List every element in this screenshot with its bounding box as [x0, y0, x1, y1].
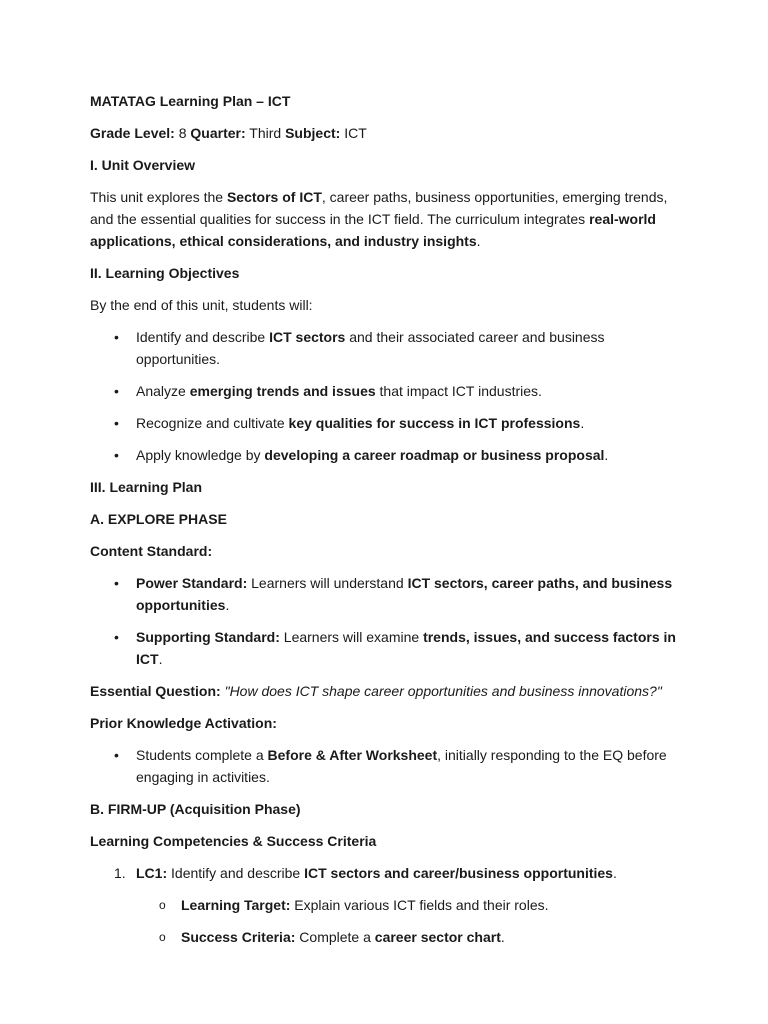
explore-phase-heading: A. EXPLORE PHASE	[90, 511, 227, 527]
quarter-label: Quarter:	[190, 125, 246, 141]
list-item: • Analyze emerging trends and issues that impact ICT industries.	[90, 380, 690, 402]
competencies-heading: Learning Competencies & Success Criteria	[90, 833, 377, 849]
content-standard-heading: Content Standard:	[90, 543, 213, 559]
unit-overview-paragraph: This unit explores the Sectors of ICT, career paths, business opportunities, emerging trends, and the essential qualities for success in the ICT field. The curriculum integrates real-world applications, ethical considerations, and industry insights.	[90, 189, 668, 249]
subject-label: Subject:	[285, 125, 341, 141]
document-page	[90, 90, 690, 958]
list-item: • Identify and describe ICT sectors and their associated career and business opportunities.	[90, 326, 690, 370]
list-item: • Supporting Standard: Learners will examine trends, issues, and success factors in ICT.	[90, 626, 690, 670]
list-item: • Students complete a Before & After Worksheet, initially responding to the EQ before engaging in activities.	[90, 744, 690, 788]
standards-list	[90, 572, 690, 670]
list-item: o Learning Target: Explain various ICT fields and their roles.	[136, 894, 690, 916]
prior-knowledge-heading: Prior Knowledge Activation:	[90, 715, 277, 731]
objectives-intro: By the end of this unit, students will:	[90, 297, 313, 313]
objectives-heading: II. Learning Objectives	[90, 265, 240, 281]
list-item: • Apply knowledge by developing a career roadmap or business proposal.	[90, 444, 690, 466]
competencies-list	[90, 862, 690, 948]
course-meta	[90, 122, 690, 144]
unit-overview-heading: I. Unit Overview	[90, 157, 196, 173]
list-item: • Recognize and cultivate key qualities for success in ICT professions.	[90, 412, 690, 434]
grade-label: Grade Level:	[90, 125, 175, 141]
document-title: MATATAG Learning Plan – ICT	[90, 93, 291, 109]
prior-knowledge-list	[90, 744, 690, 788]
subject-value: ICT	[340, 125, 367, 141]
list-item: • Power Standard: Learners will understand ICT sectors, career paths, and business opportunities.	[90, 572, 690, 616]
learning-plan-heading: III. Learning Plan	[90, 479, 203, 495]
grade-value: 8	[174, 125, 191, 141]
competency-sub-list	[136, 894, 690, 948]
objectives-list	[90, 326, 690, 466]
essential-question: Essential Question: "How does ICT shape career opportunities and business innovations?"	[90, 683, 662, 699]
quarter-value: Third	[245, 125, 286, 141]
firm-up-heading: B. FIRM-UP (Acquisition Phase)	[90, 801, 301, 817]
list-item: 1. LC1: Identify and describe ICT sectors and career/business opportunities. o Learning Target: Explain various ICT fields and their roles. o Success Criteria: Complete a career sector chart.	[90, 862, 690, 948]
list-item: o Success Criteria: Complete a career sector chart.	[136, 926, 690, 948]
